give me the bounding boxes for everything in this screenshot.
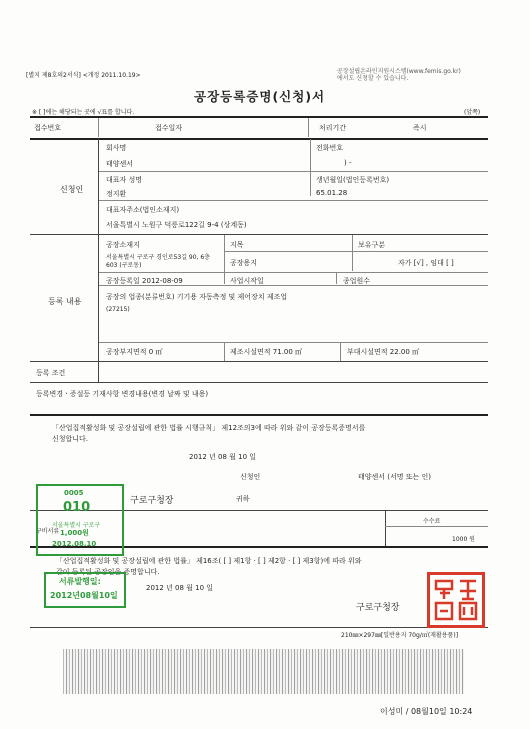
stamp-issue-date: 2012년08월10일 [50, 591, 118, 600]
form-number: [별지 제8호의2서식] <개정 2011.10.19> [26, 72, 141, 79]
official-seal [427, 572, 485, 628]
applicant-section-label: 신청인 [60, 185, 84, 194]
receipt-date-label: 접수일자 [155, 124, 183, 132]
phone-label: 전화번호 [316, 144, 344, 152]
applicant-label: 신청인 [240, 473, 261, 481]
rule [224, 342, 225, 361]
registration-conditions-label: 등록 조건 [36, 369, 66, 377]
paper-size-note: 210㎜×297㎜[일반용지 70g/㎡(재활용품)] [341, 632, 459, 639]
factory-location-value: 서울특별시 구로구 경인로53길 90, 6층 603 (구로동) [106, 254, 210, 269]
rule [98, 139, 99, 234]
stamp-serial: 0005 [64, 489, 84, 497]
issuer: 구로구청장 [356, 603, 400, 613]
issue-date-stamp [44, 572, 126, 608]
certification-statement-2: 같이 등록된 공장임을 증명합니다. [56, 568, 160, 576]
business-start-label: 사업시작일 [230, 277, 264, 285]
factory-location-label: 공장소재지 [106, 241, 140, 249]
address-value: 서울특별시 노원구 덕릉로122길 9-4 (상계동) [106, 221, 247, 229]
documents-label: 구비서류 [36, 528, 60, 535]
request-date: 2012 년 08 월 10 일 [189, 453, 257, 461]
industry-type: 공장의 업종(분류번호) 기기용 자동측정 및 제어장치 제조업 [106, 293, 288, 301]
lot-label: 지목 [230, 241, 244, 249]
processing-period-label: 처리기간 [319, 124, 347, 132]
scan-barcode [63, 649, 464, 694]
rule [224, 251, 488, 252]
fee-label: 수수료 [423, 518, 441, 525]
certification-date: 2012 년 08 월 10 일 [146, 584, 214, 592]
rule [385, 510, 386, 546]
seal-glyphs [430, 575, 482, 625]
stamp-date: 2012.08.10 [52, 540, 97, 548]
check-note: ※ [ ]에는 해당되는 곳에 √표를 합니다. [32, 109, 135, 116]
rule [99, 285, 488, 286]
certification-statement: 「산업집적활성화 및 공장설립에 관한 법률」 제16조( [ ] 제1항 · [ ] 제2항 · [ ] 제3항)에 따라 위와 [56, 557, 362, 565]
issuer-footer: 이성미 / 08월10일 10:24 [380, 707, 473, 716]
addressee: 구로구청장 [130, 496, 174, 506]
birth-label: 생년월일(법인등록번호) [316, 176, 390, 184]
document-title: 공장등록증명(신청)서 [194, 89, 326, 104]
address-label: 대표자주소(법인소재지) [106, 206, 180, 214]
change-history-label: 등록변경ㆍ증설등 기재사항 변경내용(변경 날짜 및 내용) [36, 390, 209, 398]
ownership-label: 보유구분 [358, 241, 386, 249]
stamp-code: 010 [63, 500, 91, 515]
phone-value: ) - [344, 159, 352, 167]
site-area: 공장부지면적 0 ㎡ [106, 348, 163, 356]
stamp-district: 서울특별시 구로구 [52, 522, 101, 529]
employee-count-label: 종업원수 [343, 277, 371, 285]
birth-value: 65.01.28 [316, 189, 348, 197]
rule [385, 526, 488, 527]
rule [98, 118, 99, 137]
rule [340, 342, 341, 361]
rule [98, 362, 99, 382]
receipt-no-label: 접수번호 [34, 124, 62, 132]
stamp-issue-label: 서류발행일: [59, 577, 101, 586]
rule [352, 235, 353, 271]
rule [99, 342, 488, 343]
applicant-signature: 태양센서 (서명 또는 인) [358, 473, 431, 481]
revenue-stamp [36, 484, 124, 556]
processing-period-value: 즉시 [413, 124, 427, 132]
company-value: 태양센서 [106, 160, 134, 168]
fee-value: 1000 원 [452, 536, 475, 543]
rep-name-label: 대표자 성명 [106, 176, 143, 184]
registration-date: 공장등록일 2012-08-09 [106, 277, 183, 285]
addressee-suffix: 귀하 [236, 495, 250, 503]
rule [99, 200, 488, 201]
industry-code: (27215) [106, 306, 130, 313]
rule [99, 171, 488, 172]
request-statement: 「산업집적활성화 및 공장설립에 관한 법률 시행규칙」 제12조의3에 따라 위와 같이 공장등록증명서를 [52, 424, 366, 432]
building-area: 제조시설면적 71.00 ㎡ [230, 348, 303, 356]
rule [30, 414, 488, 416]
site-note: 공장설립온라인지원시스템(www.femis.go.kr) [337, 68, 461, 75]
rule [310, 139, 311, 196]
request-statement-2: 신청합니다. [52, 435, 89, 443]
rule [30, 382, 488, 383]
ownership-value: 자가 [√] , 임대 [ ] [398, 259, 454, 267]
rule [224, 235, 225, 284]
rule [336, 272, 337, 284]
rule [30, 627, 488, 628]
rep-name-value: 정지환 [106, 190, 127, 198]
rule [308, 118, 309, 137]
stamp-amount: 1,000원 [60, 529, 89, 537]
registration-section-label: 등록 내용 [48, 297, 82, 306]
company-label: 회사명 [106, 144, 127, 152]
aux-facility-area: 부대시설면적 22.00 ㎡ [347, 348, 420, 356]
site-note-2: 에서도 신청할 수 있습니다. [337, 75, 409, 82]
lot-value: 공장용지 [230, 259, 258, 267]
page-side: (앞쪽) [464, 109, 481, 116]
rule [99, 272, 488, 273]
